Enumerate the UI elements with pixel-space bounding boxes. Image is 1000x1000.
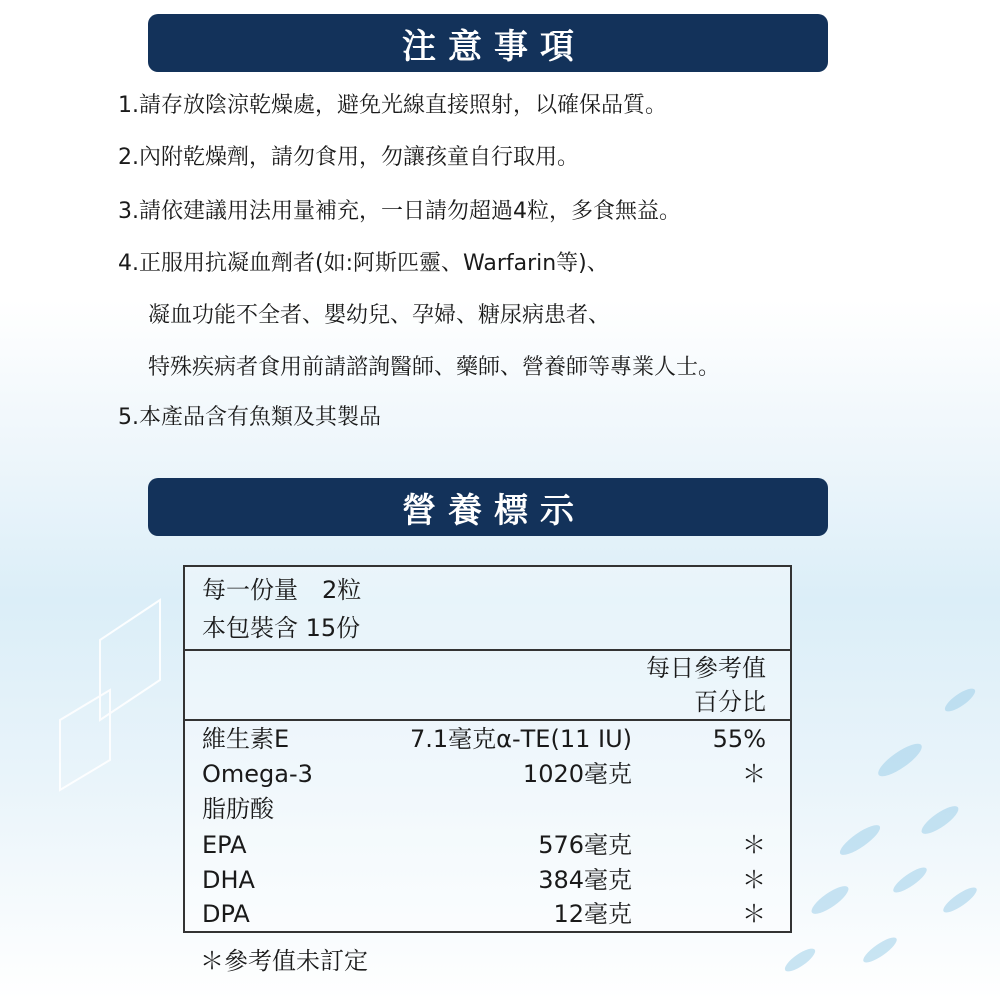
- nutrient-name: 維生素E: [202, 725, 290, 753]
- nutrition-title: 營養標示: [402, 490, 586, 531]
- nutrient-name: 脂肪酸: [202, 795, 274, 823]
- notice-item-2: 2.內附乾燥劑，請勿食用，勿讓孩童自行取用。: [118, 145, 579, 170]
- nutrient-amount: 1020毫克: [522, 760, 632, 788]
- nutrition-header-bar: [148, 478, 828, 536]
- nutrient-amount: 12毫克: [553, 900, 632, 928]
- nutrient-name: DHA: [202, 866, 255, 894]
- notice-header-bar: [148, 14, 828, 72]
- dv-header-line1: 每日參考值: [646, 654, 766, 682]
- nutrient-dv: ＊: [742, 866, 766, 894]
- nutrient-dv: 55%: [712, 725, 766, 753]
- notice-item-4: 4.正服用抗凝血劑者(如:阿斯匹靈、Warfarin等)、: [118, 251, 609, 276]
- nutrient-name: Omega-3: [202, 760, 313, 788]
- nutrient-name: DPA: [202, 900, 250, 928]
- table-divider: [185, 719, 790, 721]
- nutrient-name: EPA: [202, 831, 247, 859]
- notice-item-5: 5.本產品含有魚類及其製品: [118, 405, 381, 430]
- nutrition-footnote: ＊參考值未訂定: [200, 947, 368, 975]
- notice-item-3: 3.請依建議用法用量補充，一日請勿超過4粒，多食無益。: [118, 199, 681, 224]
- nutrient-dv: ＊: [742, 760, 766, 788]
- nutrient-amount: 7.1毫克α-TE(11 IU): [409, 725, 632, 753]
- notice-item-4-cont-2: 特殊疾病者食用前請諮詢醫師、藥師、營養師等專業人士。: [148, 355, 721, 380]
- notice-item-1: 1.請存放陰涼乾燥處，避免光線直接照射，以確保品質。: [118, 93, 667, 118]
- serving-size: 每一份量 2粒: [202, 576, 362, 604]
- nutrient-dv: ＊: [742, 900, 766, 928]
- servings-per-package: 本包裝含 15份: [202, 614, 361, 642]
- nutrient-dv: ＊: [742, 831, 766, 859]
- nutrition-facts-table: [183, 565, 792, 933]
- notice-item-4-cont-1: 凝血功能不全者、嬰幼兒、孕婦、糖尿病患者、: [148, 303, 611, 328]
- nutrient-amount: 576毫克: [538, 831, 632, 859]
- nutrient-amount: 384毫克: [538, 866, 632, 894]
- dv-header-line2: 百分比: [694, 688, 766, 716]
- notice-title: 注意事項: [402, 26, 586, 67]
